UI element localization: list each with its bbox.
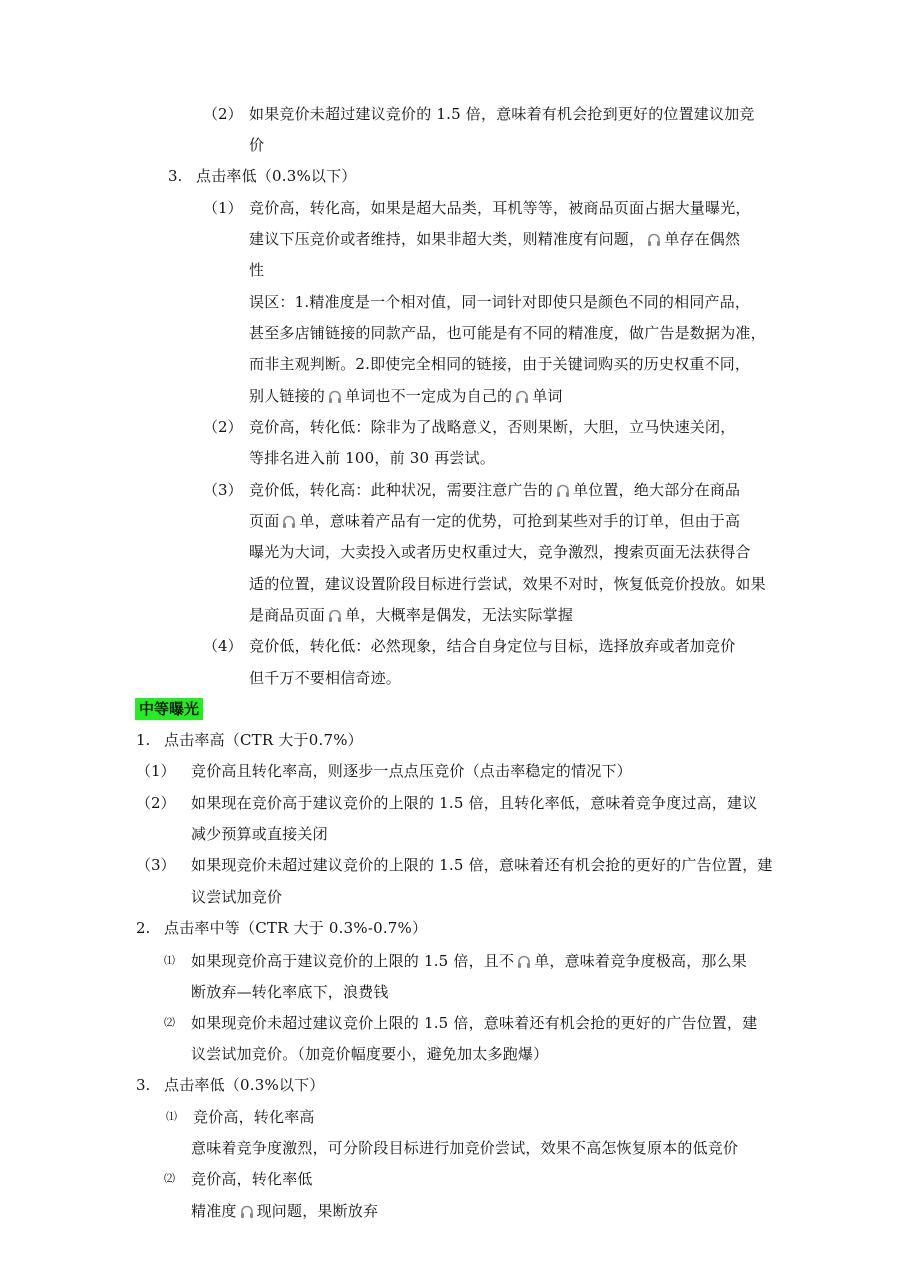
- headphones-icon: [282, 515, 296, 528]
- text-line: 误区：1.精准度是一个相对值，同一词针对即使只是颜色不同的相同产品，: [249, 293, 751, 311]
- headphones-icon: [647, 233, 661, 246]
- text-segment: 如果现竞价高于建议竞价的上限的 1.5 倍，且不: [191, 952, 515, 970]
- text-line: [191, 1201, 378, 1221]
- text-segment: 单词: [532, 387, 563, 405]
- text-line: 断放弃—转化率底下，浪费钱: [191, 983, 389, 1001]
- section-heading: 中等曝光: [135, 698, 203, 720]
- text-line: 如果竞价未超过建议竞价的 1.5 倍，意味着有机会抢到更好的位置建议加竞: [249, 105, 755, 123]
- text-line: 价: [249, 136, 265, 154]
- text-segment: 现问题，果断放弃: [256, 1202, 379, 1220]
- item-marker: （2）: [203, 418, 243, 436]
- text-line: 如果现在竞价高于建议竞价的上限的 1.5 倍，且转化率低，意味着竞争度过高，建议: [191, 794, 758, 812]
- text-line: [191, 951, 747, 971]
- item-marker: （3）: [203, 481, 243, 499]
- text-line: 竞价高，转化率低: [191, 1170, 313, 1188]
- text-segment: 单词也不一定成为自己的: [345, 387, 513, 405]
- headphones-icon: [517, 955, 531, 968]
- text-line: 竞价高，转化率高: [193, 1108, 315, 1126]
- text-line: 竞价高，转化低：除非为了战略意义，否则果断，大胆，立马快速关闭，: [249, 418, 736, 436]
- headphones-icon: [240, 1205, 254, 1218]
- headphones-icon: [515, 390, 529, 403]
- text-line: 等排名进入前 100，前 30 再尝试。: [249, 449, 496, 467]
- text-line: 减少预算或直接关闭: [191, 825, 328, 843]
- text-segment: 建议下压竞价或者维持，如果非超大类，则精准度有问题，: [249, 230, 645, 248]
- item-marker: ⑵: [164, 1016, 175, 1029]
- item-marker: 3.: [136, 1076, 151, 1094]
- item-marker: （2）: [136, 794, 176, 812]
- text-segment: 单位置，绝大部分在商品: [573, 481, 741, 499]
- text-segment: 单存在偶然: [664, 230, 741, 248]
- text-line: 竞价高，转化高，如果是超大品类，耳机等等，被商品页面占据大量曝光，: [249, 199, 751, 217]
- text-line: 议尝试加竞价。（加竞价幅度要小，避免加太多跑爆）: [191, 1045, 549, 1063]
- item-marker: 2.: [136, 919, 151, 937]
- text-line: [249, 229, 740, 249]
- item-marker: （2）: [203, 105, 243, 123]
- text-segment: 单，意味着竞争度极高，那么果: [534, 952, 748, 970]
- text-line: 甚至多店铺链接的同款产品，也可能是有不同的精准度，做广告是数据为准，: [249, 324, 766, 342]
- text-line: 如果现竞价未超过建议竞价的上限的 1.5 倍，意味着还有机会抢的更好的广告位置，建: [191, 856, 773, 874]
- text-line: 曝光为大词，大卖投入或者历史权重过大，竞争激烈，搜索页面无法获得合: [249, 543, 751, 561]
- text-line: 点击率低（0.3%以下）: [164, 1076, 325, 1094]
- text-line: 但千万不要相信奇迹。: [249, 669, 402, 687]
- text-segment: 竞价低，转化高：此种状况，需要注意广告的: [249, 481, 554, 499]
- item-marker: 1.: [136, 731, 151, 749]
- text-line: [249, 605, 573, 625]
- text-line: [249, 511, 740, 531]
- text-line: 竞价低，转化低：必然现象，结合自身定位与目标，选择放弃或者加竞价: [249, 637, 736, 655]
- text-line: 点击率低（0.3%以下）: [196, 167, 357, 185]
- headphones-icon: [328, 609, 342, 622]
- text-line: 点击率高（CTR 大于0.7%）: [164, 731, 363, 749]
- text-line: 意味着竞争度激烈，可分阶段目标进行加竞价尝试，效果不高怎恢复原本的低竞价: [191, 1139, 739, 1157]
- text-segment: 单，大概率是偶发，无法实际掌握: [345, 606, 574, 624]
- text-line: 如果现竞价未超过建议竞价上限的 1.5 倍，意味着还有机会抢的更好的广告位置，建: [191, 1014, 758, 1032]
- text-line: 而非主观判断。2.即使完全相同的链接，由于关键词购买的历史权重不同，: [249, 355, 751, 373]
- text-segment: 单，意味着产品有一定的优势，可抢到某些对手的订单，但由于高: [299, 512, 741, 530]
- item-marker: （4）: [203, 637, 243, 655]
- text-line: 性: [249, 261, 265, 279]
- text-line: 适的位置，建议设置阶段目标进行尝试，效果不对时，恢复低竞价投放。如果: [249, 575, 766, 593]
- text-segment: 精准度: [191, 1202, 237, 1220]
- text-segment: 是商品页面: [249, 606, 326, 624]
- item-marker: （1）: [136, 762, 176, 780]
- item-marker: 3.: [168, 167, 183, 185]
- headphones-icon: [556, 484, 570, 497]
- item-marker: ⑵: [164, 1172, 175, 1185]
- headphones-icon: [328, 390, 342, 403]
- text-segment: 页面: [249, 512, 280, 530]
- text-line: 点击率中等（CTR 大于 0.3%-0.7%）: [164, 919, 428, 937]
- item-marker: （1）: [203, 199, 243, 217]
- item-marker: ⑴: [164, 954, 175, 967]
- text-line: [249, 386, 563, 406]
- text-line: [249, 480, 740, 500]
- item-marker: ⑴: [166, 1110, 177, 1123]
- item-marker: （3）: [136, 856, 176, 874]
- text-line: 竞价高且转化率高，则逐步一点点压竞价（点击率稳定的情况下）: [191, 762, 632, 780]
- text-line: 议尝试加竞价: [191, 888, 283, 906]
- text-segment: 别人链接的: [249, 387, 326, 405]
